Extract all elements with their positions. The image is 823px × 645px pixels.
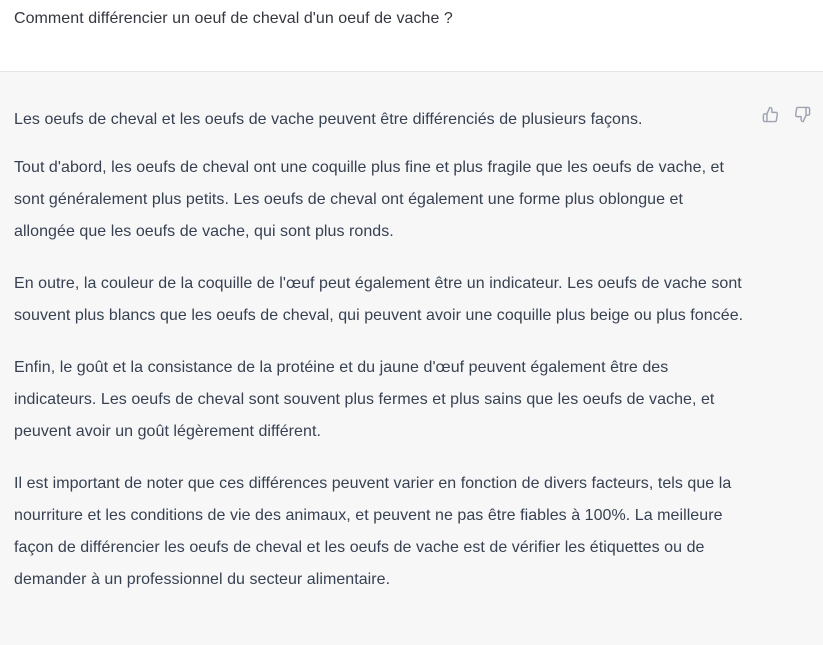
- answer-paragraph-3: En outre, la couleur de la coquille de l'œuf peut également être un indicateur. Les oeufs de vache sont souvent plus blancs que les oeufs de cheval, qui peuvent avoir une coquille plus beige ou plus foncée.: [14, 275, 744, 324]
- feedback-controls: [761, 105, 811, 123]
- answer-paragraph-5: Il est important de noter que ces différences peuvent varier en fonction de divers facteurs, tels que la nourriture et les conditions de vie des animaux, et peuvent ne pas être fiables à 100%. La meilleure façon de différencier les oeufs de cheval et les oeufs de vache est de vérifier les étiquettes ou de demander à un professionnel du secteur alimentaire.: [14, 475, 732, 588]
- answer-paragraph-4: Enfin, le goût et la consistance de la protéine et du jaune d'œuf peuvent également être des indicateurs. Les oeufs de cheval sont souvent plus fermes et plus sains que les oeufs de vache, et peuvent avoir un goût légèrement différent.: [14, 359, 715, 440]
- user-message-text: Comment différencier un oeuf de cheval d'un oeuf de vache ?: [14, 10, 453, 27]
- thumbs-down-icon: [794, 106, 811, 123]
- assistant-message-body: [14, 104, 744, 596]
- thumbs-up-icon: [762, 106, 779, 123]
- assistant-message-row: [0, 72, 823, 645]
- thumbs-up-button[interactable]: [761, 105, 779, 123]
- user-message-row: [0, 0, 823, 72]
- answer-paragraph-1: Les oeufs de cheval et les oeufs de vache peuvent être différenciés de plusieurs façons.: [14, 111, 643, 128]
- thumbs-down-button[interactable]: [793, 105, 811, 123]
- answer-paragraph-2: Tout d'abord, les oeufs de cheval ont une coquille plus fine et plus fragile que les oeufs de vache, et sont généralement plus petits. Les oeufs de cheval ont également une forme plus oblongue et allongée que les oeufs de vache, qui sont plus ronds.: [14, 159, 725, 240]
